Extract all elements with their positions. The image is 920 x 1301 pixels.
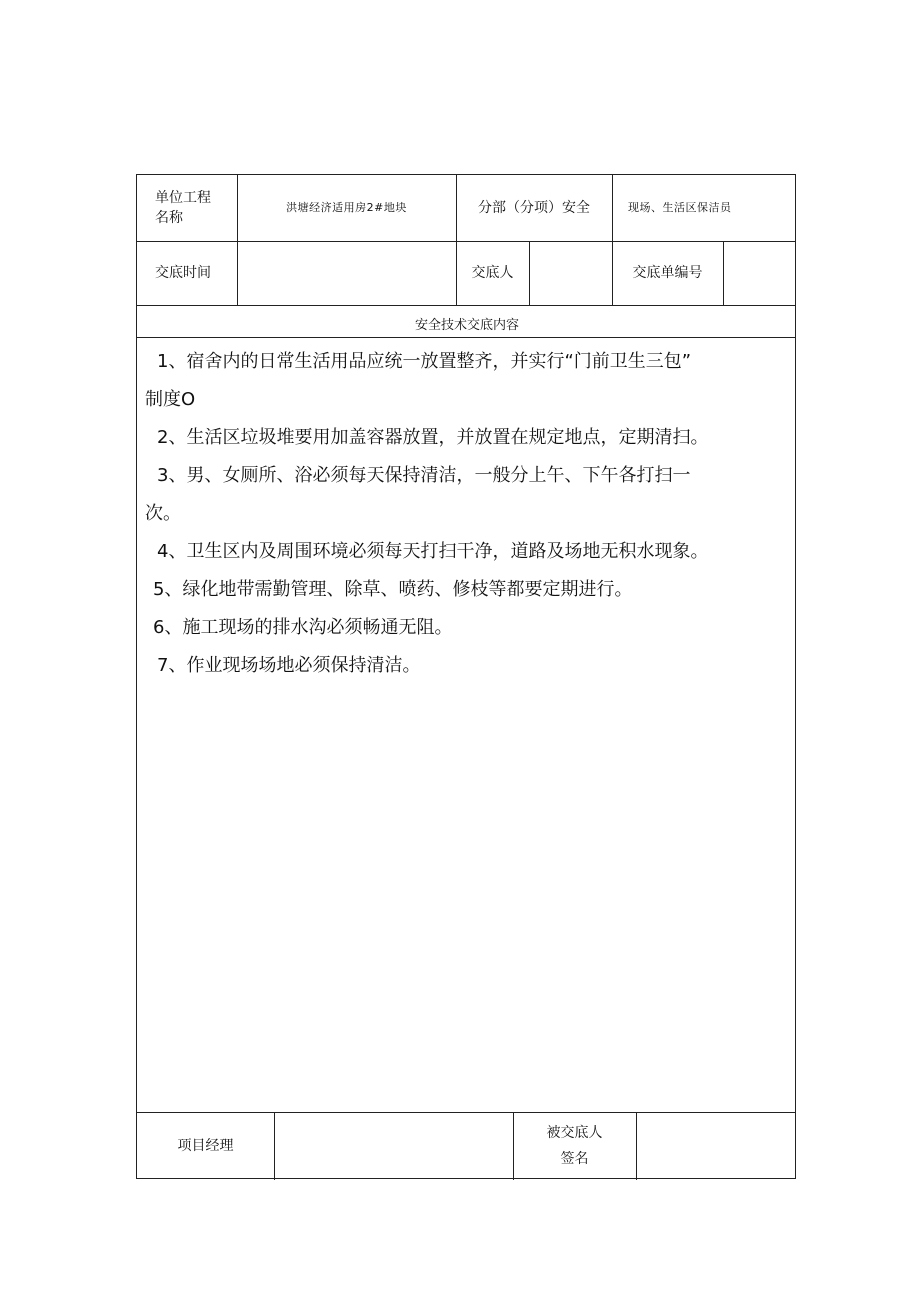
unit-name-label-cell [137,175,237,241]
row-divider-2 [137,305,795,306]
project-manager-label: 项目经理 [177,1138,234,1154]
disclosure-content [139,343,795,685]
disclosure-time-field[interactable] [237,241,456,305]
content-item-3-line2: 次。 [145,503,181,524]
content-item-1-line1: 1、宿舍内的日常生活用品应统一放置整齐，并实行“门前卫生三包” [157,351,692,372]
disclosure-form [136,174,796,1179]
content-item-1-line2: 制度O [145,389,196,410]
unit-name-value[interactable]: 洪塘经济适用房2#地块 [286,201,407,214]
section-title: 安全技术交底内容 [414,318,519,333]
content-item-5: 5、绿化地带需勤管理、除草、喷药、修枝等都要定期进行。 [153,579,633,600]
content-item-3-line1: 3、男、女厕所、浴必须每天保持清洁，一般分上午、下午各打扫一 [157,465,691,486]
subdivision-value[interactable]: 现场、生活区保洁员 [628,201,732,214]
project-manager-signature-field[interactable] [274,1112,513,1180]
content-item-6: 6、施工现场的排水沟必须畅通无阻。 [153,617,453,638]
signee-label-line2: 签名 [560,1151,589,1167]
unit-name-label-line1: 单位工程 [155,190,211,206]
signee-label-cell [513,1112,636,1180]
discloser-label: 交底人 [471,265,514,281]
signee-signature-field[interactable] [636,1112,797,1180]
unit-name-label-line2: 名称 [155,210,183,226]
disclosure-number-field[interactable] [723,241,797,305]
content-item-2: 2、生活区垃圾堆要用加盖容器放置，并放置在规定地点，定期清扫。 [157,427,709,448]
subdivision-label: 分部（分项）安全 [478,200,590,216]
discloser-field[interactable] [529,241,612,305]
content-item-4: 4、卫生区内及周围环境必须每天打扫干净，道路及场地无积水现象。 [157,541,709,562]
disclosure-time-label: 交底时间 [155,265,211,281]
disclosure-number-label: 交底单编号 [632,265,703,281]
content-item-7: 7、作业现场场地必须保持清洁。 [157,655,421,676]
signee-label-line1: 被交底人 [546,1125,603,1141]
